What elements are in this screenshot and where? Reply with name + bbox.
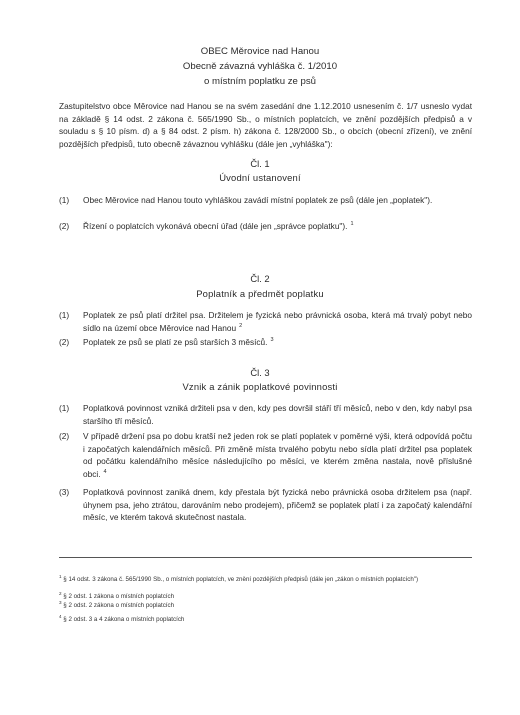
- footnote-reference: 3: [270, 337, 274, 344]
- paragraph-text: Poplatková povinnost zaniká dnem, kdy přestala být fyzická nebo právnická osoba držitelem psa (např. úhynem psa, jeho ztrátou, darováním nebo prodejem), přičemž se poplatek platí i za započatý kalendářní měsíc, ve kterém taková skutečnost nastala.: [83, 487, 472, 523]
- footnote-mark: 1: [59, 573, 62, 579]
- paragraph-text: Obec Měrovice nad Hanou touto vyhláškou zavádí místní poplatek ze psů (dále jen „poplatek").: [83, 195, 433, 205]
- paragraph-number: (2): [59, 221, 70, 231]
- article-2-number: Čl. 2: [250, 273, 270, 284]
- footnote-1: [59, 573, 472, 584]
- article-3-number: Čl. 3: [250, 367, 270, 378]
- paragraph-text: Řízení o poplatcích vykonává obecní úřad (dále jen „správce poplatku").: [83, 221, 348, 231]
- article-3-paragraph-1: [59, 402, 472, 427]
- footnote-mark: 4: [59, 613, 62, 619]
- article-1-paragraph-2: [59, 220, 472, 233]
- paragraph-number: (1): [59, 310, 70, 320]
- paragraph-number: (1): [59, 403, 70, 413]
- paragraph-number: (2): [59, 337, 70, 347]
- paragraph-number: (2): [59, 431, 70, 441]
- paragraph-text: Poplatek ze psů se platí ze psů starších 3 měsíců.: [83, 337, 268, 347]
- paragraph-text: Poplatková povinnost vzniká držiteli psa v den, kdy pes dovršil stáří tří měsíců, nebo v den, kdy nabyl psa staršího tří měsíců.: [83, 403, 472, 426]
- footnote-reference: 4: [103, 469, 107, 476]
- paragraph-text: Poplatek ze psů platí držitel psa. Držitelem je fyzická nebo právnická osoba, která má trvalý pobyt nebo sídlo na území obce Měrovice nad Hanou: [83, 310, 472, 333]
- footnote-2: [59, 590, 472, 601]
- footnote-text: § 2 odst. 1 zákona o místních poplatcích: [63, 593, 175, 600]
- article-1-number: Čl. 1: [250, 158, 270, 169]
- footnote-4: [59, 613, 472, 624]
- article-1-title: Úvodní ustanovení: [219, 172, 301, 183]
- paragraph-number: (1): [59, 195, 70, 205]
- paragraph-number: (3): [59, 487, 70, 497]
- footnote-text: § 14 odst. 3 zákona č. 565/1990 Sb., o místních poplatcích, ve znění pozdějších předpisů (dále jen „zákon o místních poplatcích"): [63, 576, 419, 583]
- footnote-3: [59, 599, 472, 610]
- preamble: Zastupitelstvo obce Měrovice nad Hanou se na svém zasedání dne 1.12.2010 usnesením č. 1/7 usneslo vydat na základě § 14 odst. 2 zákona č. 565/1990 Sb., o místních poplatcích, ve znění pozdějších předpisů a v souladu s § 10 písm. d) a § 84 odst. 2 písm. h) zákona č. 128/2000 Sb., o obcích (obecní zřízení), ve znění pozdějších předpisů, tuto obecně závaznou vyhlášku (dále jen „vyhláška"):: [59, 101, 472, 149]
- article-2-title: Poplatník a předmět poplatku: [196, 288, 324, 299]
- paragraph-text: V případě držení psa po dobu kratší než jeden rok se platí poplatek v poměrné výši, která odpovídá počtu i započatých kalendářních měsíců. Při změně místa trvalého pobytu nebo sídla platí držitel psa poplatek od počátku kalendářního měsíce následujícího po měsíci, ve kterém změna nastala, nově příslušné obci.: [83, 431, 472, 479]
- footnote-mark: 3: [59, 599, 62, 605]
- footnote-reference: 2: [239, 322, 243, 329]
- article-1-paragraph-1: [59, 194, 472, 207]
- article-3-paragraph-3: [59, 486, 472, 524]
- article-3-title: Vznik a zánik poplatkové povinnosti: [182, 381, 338, 392]
- ordinance-title: Obecně závazná vyhláška č. 1/2010: [182, 61, 338, 72]
- footnote-text: § 2 odst. 2 zákona o místních poplatcích: [63, 602, 175, 609]
- ordinance-subject: o místním poplatku ze psů: [204, 76, 316, 87]
- article-2-paragraph-2: [59, 336, 472, 349]
- footnote-separator: [59, 557, 472, 558]
- article-3-paragraph-2: [59, 430, 472, 480]
- municipality-title: OBEC Měrovice nad Hanou: [200, 46, 320, 57]
- article-2-paragraph-1: [59, 309, 472, 334]
- footnote-text: § 2 odst. 3 a 4 zákona o místních poplatcích: [63, 616, 185, 623]
- footnote-reference: 1: [350, 221, 354, 228]
- footnote-mark: 2: [59, 590, 62, 596]
